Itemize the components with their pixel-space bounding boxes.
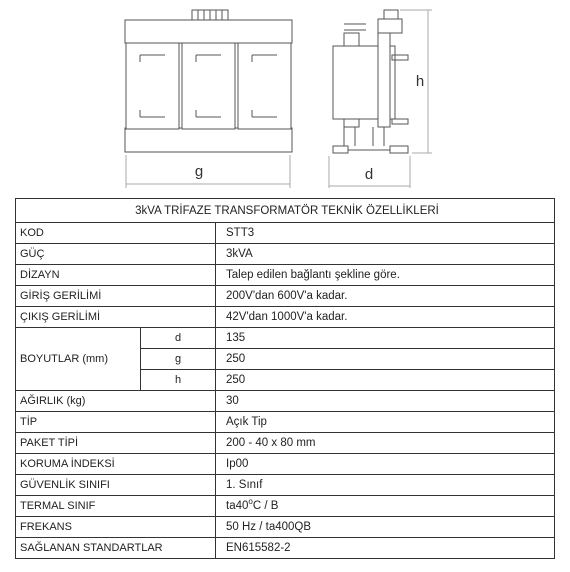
row-value: 50 Hz / ta400QB [216, 517, 555, 538]
table-row [16, 454, 555, 475]
row-value: Talep edilen bağlantı şekline göre. [216, 265, 555, 286]
thermal-value-post: C / B [252, 499, 279, 512]
terminal-block [192, 10, 228, 20]
table-row [16, 517, 555, 538]
thermal-value-pre: ta40 [226, 499, 249, 512]
row-label: DİZAYN [16, 265, 216, 286]
transformer-drawing [0, 0, 570, 195]
dimension-value: 135 [216, 328, 555, 349]
table-row [16, 391, 555, 412]
thermal-value [216, 496, 555, 517]
row-label: FREKANS [16, 517, 216, 538]
dim-label-g: g [194, 163, 204, 180]
table-row [16, 538, 555, 559]
table-row [16, 412, 555, 433]
table-row [16, 223, 555, 244]
row-label: GİRİŞ GERİLİMİ [16, 286, 216, 307]
dimensions-label: BOYUTLAR (mm) [16, 328, 141, 391]
dimension-sub-label: h [141, 370, 216, 391]
row-value: 1. Sınıf [216, 475, 555, 496]
side-view [333, 10, 408, 153]
row-value: 200V'dan 600V'a kadar. [216, 286, 555, 307]
row-label: TERMAL SINIF [16, 496, 216, 517]
table-row [16, 265, 555, 286]
row-label: ÇIKIŞ GERİLİMİ [16, 307, 216, 328]
table-row [16, 496, 555, 517]
coil-3 [238, 43, 291, 129]
table-row [16, 475, 555, 496]
table-row [16, 286, 555, 307]
row-label: GÜVENLİK SINIFI [16, 475, 216, 496]
spec-table [15, 198, 555, 559]
row-value: STT3 [216, 223, 555, 244]
dimension-value: 250 [216, 349, 555, 370]
dimension-sub-label: d [141, 328, 216, 349]
coil-2 [182, 43, 235, 129]
row-value: Ip00 [216, 454, 555, 475]
table-row [16, 244, 555, 265]
table-row [16, 328, 555, 349]
table-row [16, 433, 555, 454]
row-label: KORUMA İNDEKSİ [16, 454, 216, 475]
dimension-g [126, 155, 290, 188]
dimension-value: 250 [216, 370, 555, 391]
degree-sign: o [248, 496, 253, 506]
row-value: 42V'dan 1000V'a kadar. [216, 307, 555, 328]
row-value: Açık Tip [216, 412, 555, 433]
row-label: KOD [16, 223, 216, 244]
row-label: GÜÇ [16, 244, 216, 265]
bottom-yoke [125, 128, 292, 152]
table-row [16, 307, 555, 328]
table-title: 3kVA TRİFAZE TRANSFORMATÖR TEKNİK ÖZELLİKLERİ [16, 199, 555, 223]
dim-label-d: d [364, 166, 374, 183]
row-label: AĞIRLIK (kg) [16, 391, 216, 412]
row-value: 200 - 40 x 80 mm [216, 433, 555, 454]
row-label: TİP [16, 412, 216, 433]
dim-label-h: h [415, 73, 425, 90]
table-title-row [16, 199, 555, 223]
row-label: SAĞLANAN STANDARTLAR [16, 538, 216, 559]
dimension-sub-label: g [141, 349, 216, 370]
row-value: 30 [216, 391, 555, 412]
row-value: EN615582-2 [216, 538, 555, 559]
row-label: PAKET TİPİ [16, 433, 216, 454]
coil-1 [126, 43, 179, 129]
top-yoke [125, 20, 292, 43]
row-value: 3kVA [216, 244, 555, 265]
